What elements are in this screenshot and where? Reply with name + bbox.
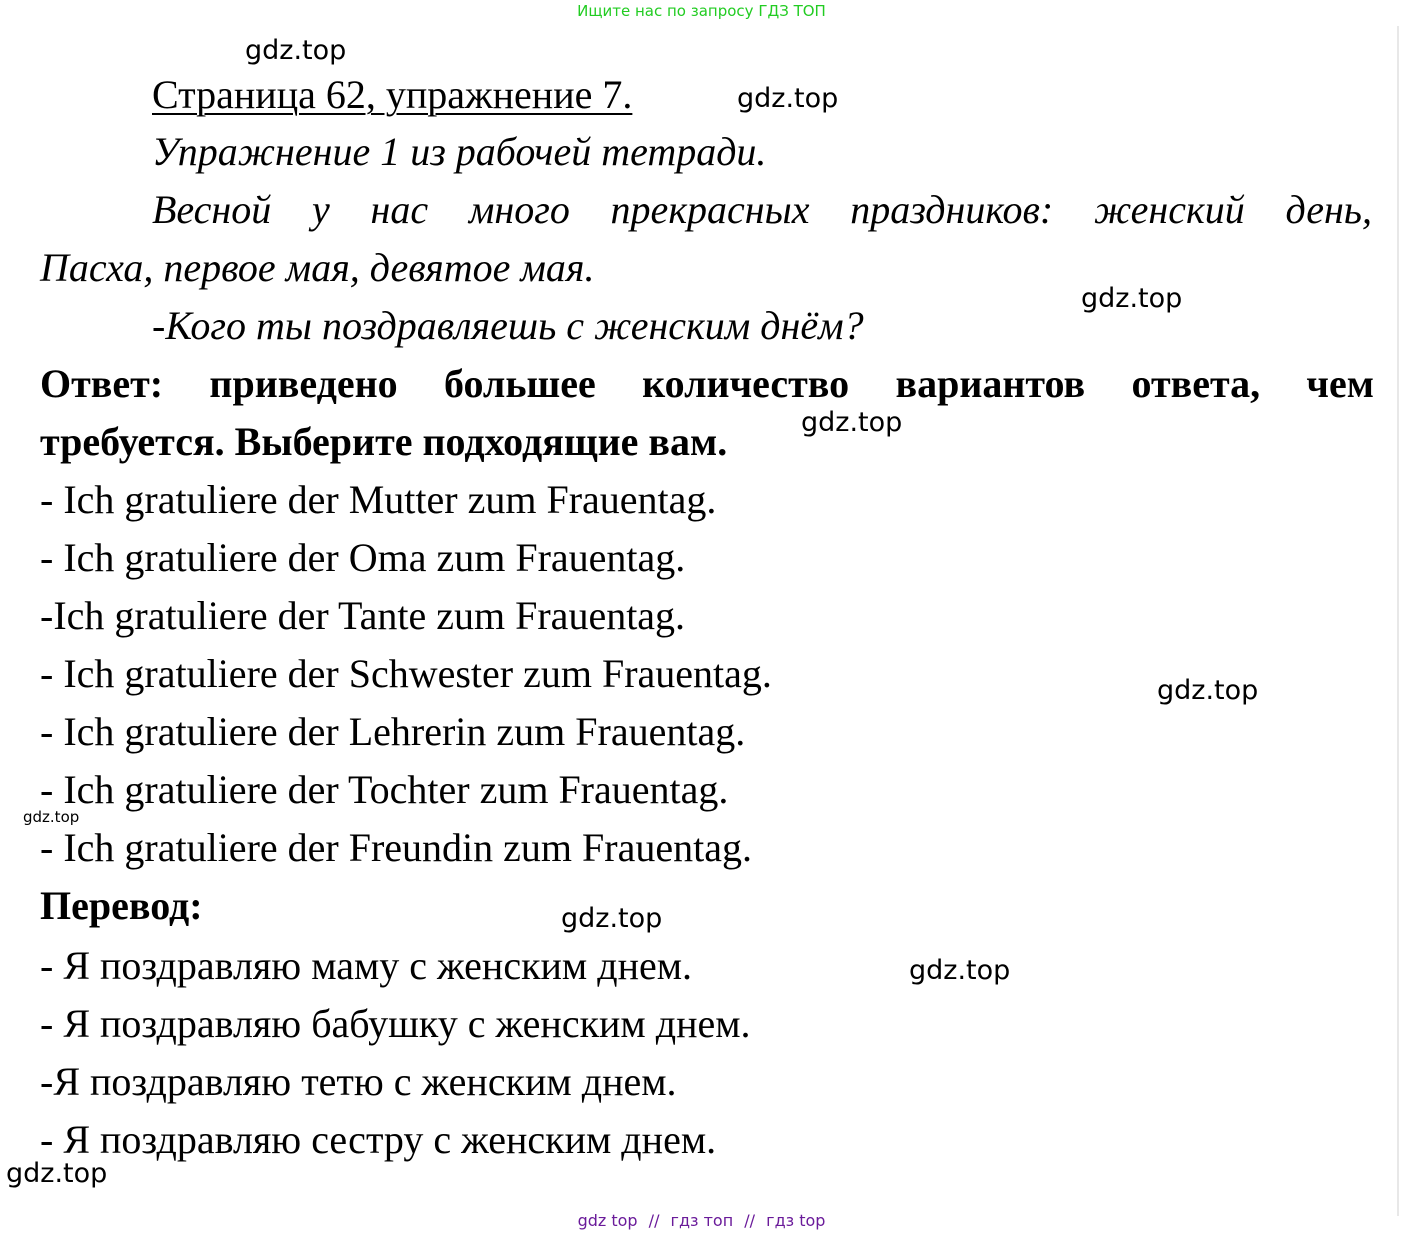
intro-paragraph-line-2: Пасха, первое мая, девятое мая. (40, 245, 595, 290)
translation-line: - Я поздравляю маму с женским днем. (40, 943, 693, 988)
search-hint[interactable]: Ищите нас по запросу ГДЗ ТОП (577, 2, 826, 20)
footer-link[interactable]: gdz top (577, 1211, 638, 1230)
watermark: gdz.top (1081, 283, 1183, 314)
answer-line-1: Ответ: приведено большее количество вариантов ответа, чем (40, 361, 1374, 406)
watermark: gdz.top (737, 83, 839, 114)
watermark: gdz.top (801, 407, 903, 438)
exercise-subtitle: Упражнение 1 из рабочей тетради. (152, 129, 767, 174)
intro-paragraph-line-1: Весной у нас много прекрасных праздников: женский день, (152, 187, 1372, 232)
top-banner[interactable] (0, 0, 1403, 22)
german-answer-line: - Ich gratuliere der Lehrerin zum Frauentag. (40, 709, 746, 754)
translation-line: - Я поздравляю бабушку с женским днем. (40, 1001, 751, 1046)
german-answer-line: -Ich gratuliere der Tante zum Frauentag. (40, 593, 686, 638)
footer-links (0, 1210, 1403, 1232)
footer-separator: // (744, 1211, 756, 1230)
watermark: gdz.top (245, 35, 347, 66)
translation-line: - Я поздравляю сестру с женским днем. (40, 1117, 717, 1162)
watermark: gdz.top (561, 903, 663, 934)
german-answer-line: - Ich gratuliere der Oma zum Frauentag. (40, 535, 686, 580)
watermark: gdz.top (1157, 675, 1259, 706)
watermark: gdz.top (909, 955, 1011, 986)
watermark: gdz.top (6, 1158, 108, 1189)
footer-separator: // (648, 1211, 660, 1230)
footer-link[interactable]: гдз top (766, 1211, 826, 1230)
page-title: Страница 62, упражнение 7. (152, 72, 633, 117)
answer-line-2: требуется. Выберите подходящие вам. (40, 419, 728, 464)
german-answer-line: - Ich gratuliere der Freundin zum Frauentag. (40, 825, 752, 870)
german-answer-line: - Ich gratuliere der Mutter zum Frauentag. (40, 477, 717, 522)
translation-line: -Я поздравляю тетю с женским днем. (40, 1059, 677, 1104)
watermark: gdz.top (23, 808, 80, 826)
german-answer-line: - Ich gratuliere der Tochter zum Frauentag. (40, 767, 729, 812)
question-line: -Кого ты поздравляешь с женским днём? (152, 303, 864, 348)
footer-link[interactable]: гдз топ (670, 1211, 734, 1230)
translation-heading: Перевод: (40, 883, 203, 928)
german-answer-line: - Ich gratuliere der Schwester zum Frauentag. (40, 651, 772, 696)
page-edge-divider (1397, 26, 1399, 1216)
